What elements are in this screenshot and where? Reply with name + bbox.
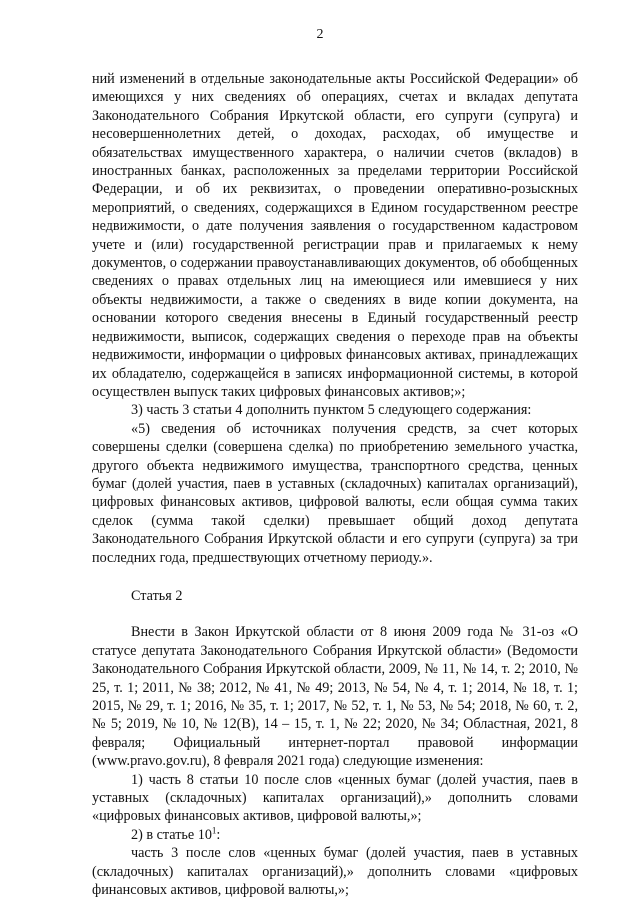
item-2-text: 2) в статье 10 — [131, 826, 212, 843]
paragraph-continuation: ний изменений в отдельные законодательные акты Российской Федерации» об имеющихся у них сведениях об операциях, счетах и вкладах депутата Законодательного Собрания Иркутской области, его супруги (супруга) и несовершеннолетних детей, о доходах, расходах, об имуществе и обязательствах имущественного характера, о наличии счетов (вкладов) в иностранных банках, расположенных за пределами территории Российской Федерации, и об их реквизитах, о проведении оперативно-розыскных мероприятий, о сведениях, содержащихся в Едином государственном реестре недвижимости, о дате получения заявления о государственном кадастровом учете и (или) государственной регистрации прав и прилагаемых к нему документов, о содержании правоустанавливающих документов, об обобщенных сведениях о правах отдельных лиц на имеющиеся или имевшиеся у них объекты недвижимости, а также о сведениях в виде копии документа, на основании которого сведения внесены в Единый государственный реестр недвижимости, выписок, содержащих сведения о переходе прав на объекты недвижимости, информации о цифровых финансовых активах, принадлежащих их обладателю, содержащейся в записях информационной системы, в которой осуществлен выпуск таких цифровых финансовых активов;»; — [92, 71, 578, 400]
document-body — [92, 70, 578, 899]
paragraph-item-2 — [92, 826, 578, 844]
page-number: 2 — [316, 27, 324, 42]
paragraph-item-3: 3) часть 3 статьи 4 дополнить пунктом 5 следующего содержания: — [131, 402, 532, 419]
article-heading: Статья 2 — [131, 587, 183, 604]
article-superscript: 1 — [211, 825, 217, 836]
paragraph-part-3: часть 3 после слов «ценных бумаг (долей участия, паев в уставных (складочных) капиталах организаций),» дополнить словами «цифровых финансовых активов, цифровой валюты,»; — [92, 845, 578, 899]
paragraph-item-1: 1) часть 8 статьи 10 после слов «ценных бумаг (долей участия, паев в уставных (складочных) капиталах организаций),» дополнить словами «цифровых финансовых активов, цифровой валюты,»; — [92, 771, 578, 825]
paragraph-amendment-intro: Внести в Закон Иркутской области от 8 июня 2009 года № 31-оз «О статусе депутата Законодательного Собрания Иркутской области» (Ведомости Законодательного Собрания Иркутской области, 2009, № 11, № 14, т. 2; 2010, № 25, т. 1; 2011, № 38; 2012, № 41, № 49; 2013, № 54, № 4, т. 1; 2014, № 18, т. 1; 2015, № 29, т. 1; 2016, № 35, т. 1; 2017, № 52, т. 1, № 53, № 54; 2018, № 60, т. 2, № 5; 2019, № 10, № 12(В), 14 – 15, т. 1, № 22; 2020, № 34; Областная, 2021, 8 февраля; Официальный интернет-портал правовой информации (www.pravo.gov.ru), 8 февраля 2021 года) следующие изменения: — [92, 624, 578, 770]
paragraph-quote-item-5: «5) сведения об источниках получения средств, за счет которых совершены сделки (совершена сделка) по приобретению земельного участка, другого объекта недвижимого имущества, транспортного средства, ценных бумаг (долей участия, паев в уставных (складочных) капиталах организаций), цифровых финансовых активов, цифровой валюты, если общая сумма таких сделок (сумма такой сделки) превышает общий доход депутата Законодательного Собрания Иркутской области и его супруги (супруга) за три последних года, предшествующих отчетному периоду.». — [92, 420, 578, 566]
item-2-colon: : — [216, 826, 221, 843]
